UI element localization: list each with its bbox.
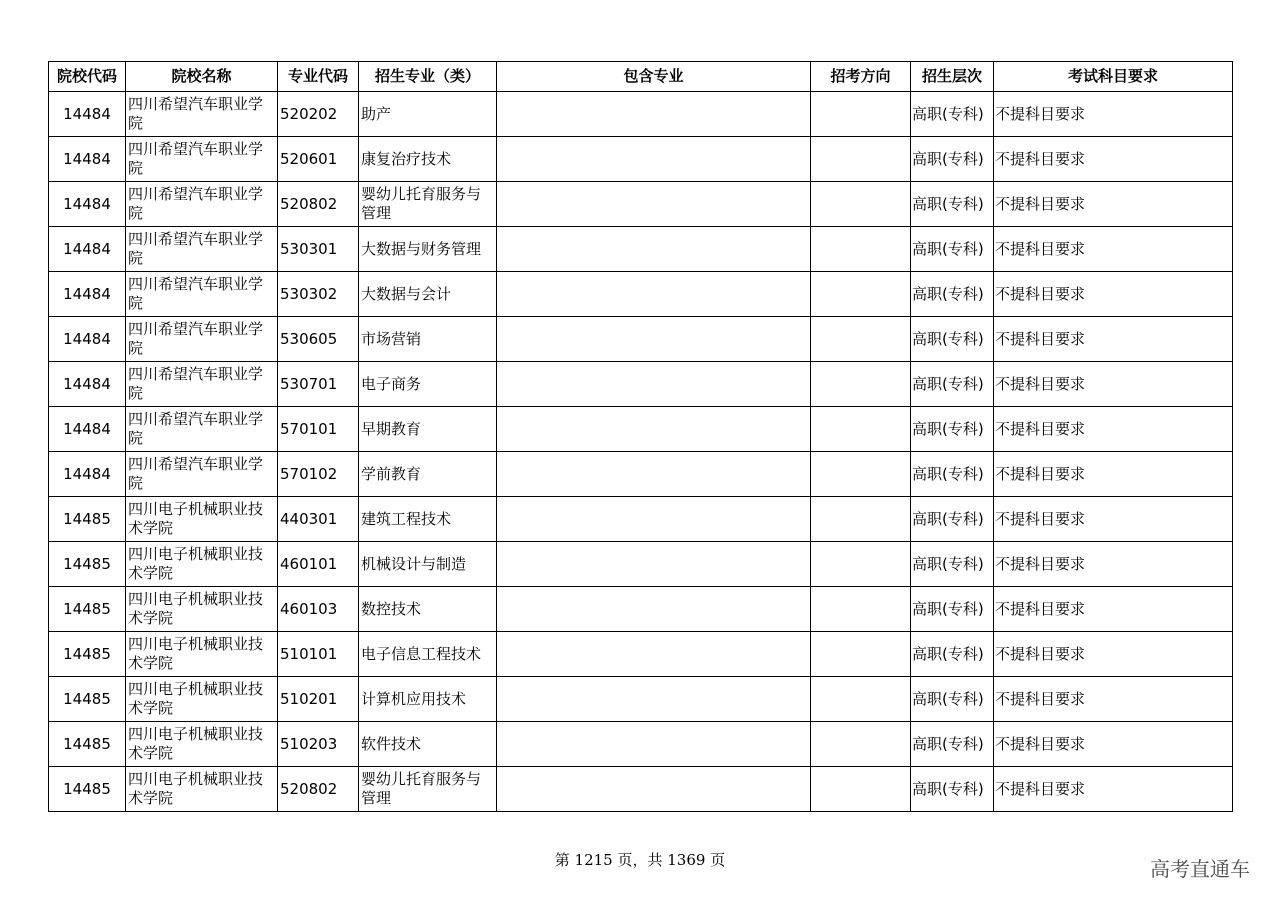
cell-school-name: 四川电子机械职业技术学院	[126, 677, 278, 722]
cell-requirement: 不提科目要求	[994, 497, 1233, 542]
cell-included-majors	[497, 632, 811, 677]
cell-school-code: 14484	[49, 227, 126, 272]
cell-school-name: 四川希望汽车职业学院	[126, 317, 278, 362]
cell-school-code: 14484	[49, 182, 126, 227]
cell-school-code: 14484	[49, 272, 126, 317]
cell-requirement: 不提科目要求	[994, 587, 1233, 632]
cell-major: 计算机应用技术	[359, 677, 497, 722]
admission-table-container	[48, 61, 1232, 812]
cell-included-majors	[497, 182, 811, 227]
cell-direction	[811, 497, 911, 542]
header-major-code: 专业代码	[278, 62, 359, 92]
cell-level: 高职(专科)	[911, 317, 994, 362]
cell-requirement: 不提科目要求	[994, 722, 1233, 767]
header-level: 招生层次	[911, 62, 994, 92]
cell-direction	[811, 767, 911, 812]
cell-school-name: 四川电子机械职业技术学院	[126, 632, 278, 677]
table-row	[49, 137, 1233, 182]
cell-direction	[811, 227, 911, 272]
table-row	[49, 632, 1233, 677]
cell-direction	[811, 677, 911, 722]
cell-level: 高职(专科)	[911, 677, 994, 722]
cell-school-code: 14484	[49, 452, 126, 497]
cell-direction	[811, 632, 911, 677]
cell-major-code: 460101	[278, 542, 359, 587]
cell-direction	[811, 407, 911, 452]
cell-level: 高职(专科)	[911, 362, 994, 407]
table-row	[49, 272, 1233, 317]
table-row	[49, 767, 1233, 812]
cell-level: 高职(专科)	[911, 722, 994, 767]
cell-major-code: 460103	[278, 587, 359, 632]
table-header	[49, 62, 1233, 92]
cell-major-code: 510101	[278, 632, 359, 677]
header-included-majors: 包含专业	[497, 62, 811, 92]
header-requirement: 考试科目要求	[994, 62, 1233, 92]
cell-school-code: 14485	[49, 677, 126, 722]
cell-direction	[811, 137, 911, 182]
cell-school-name: 四川希望汽车职业学院	[126, 362, 278, 407]
cell-level: 高职(专科)	[911, 92, 994, 137]
header-school-code: 院校代码	[49, 62, 126, 92]
cell-included-majors	[497, 272, 811, 317]
cell-requirement: 不提科目要求	[994, 542, 1233, 587]
cell-level: 高职(专科)	[911, 407, 994, 452]
cell-school-code: 14485	[49, 497, 126, 542]
cell-included-majors	[497, 767, 811, 812]
cell-requirement: 不提科目要求	[994, 137, 1233, 182]
cell-level: 高职(专科)	[911, 632, 994, 677]
cell-major-code: 530605	[278, 317, 359, 362]
cell-school-name: 四川希望汽车职业学院	[126, 407, 278, 452]
cell-major-code: 440301	[278, 497, 359, 542]
cell-school-code: 14484	[49, 137, 126, 182]
cell-requirement: 不提科目要求	[994, 317, 1233, 362]
cell-requirement: 不提科目要求	[994, 227, 1233, 272]
table-row	[49, 182, 1233, 227]
cell-school-code: 14484	[49, 317, 126, 362]
header-major: 招生专业（类）	[359, 62, 497, 92]
cell-direction	[811, 182, 911, 227]
cell-level: 高职(专科)	[911, 272, 994, 317]
cell-major: 早期教育	[359, 407, 497, 452]
cell-school-name: 四川电子机械职业技术学院	[126, 767, 278, 812]
cell-level: 高职(专科)	[911, 227, 994, 272]
cell-requirement: 不提科目要求	[994, 272, 1233, 317]
cell-school-name: 四川电子机械职业技术学院	[126, 722, 278, 767]
cell-level: 高职(专科)	[911, 182, 994, 227]
page-number: 第 1215 页，共 1369 页	[554, 851, 726, 869]
cell-included-majors	[497, 92, 811, 137]
cell-major: 电子信息工程技术	[359, 632, 497, 677]
table-row	[49, 677, 1233, 722]
cell-major-code: 520202	[278, 92, 359, 137]
cell-level: 高职(专科)	[911, 452, 994, 497]
cell-level: 高职(专科)	[911, 497, 994, 542]
cell-school-name: 四川希望汽车职业学院	[126, 452, 278, 497]
table-row	[49, 542, 1233, 587]
cell-direction	[811, 92, 911, 137]
cell-major-code: 530301	[278, 227, 359, 272]
cell-requirement: 不提科目要求	[994, 362, 1233, 407]
cell-requirement: 不提科目要求	[994, 452, 1233, 497]
cell-school-name: 四川希望汽车职业学院	[126, 182, 278, 227]
table-row	[49, 497, 1233, 542]
cell-requirement: 不提科目要求	[994, 632, 1233, 677]
cell-school-code: 14485	[49, 542, 126, 587]
cell-major-code: 520601	[278, 137, 359, 182]
cell-major: 机械设计与制造	[359, 542, 497, 587]
cell-school-code: 14484	[49, 362, 126, 407]
cell-major: 助产	[359, 92, 497, 137]
cell-major-code: 530302	[278, 272, 359, 317]
cell-major: 市场营销	[359, 317, 497, 362]
cell-included-majors	[497, 722, 811, 767]
cell-included-majors	[497, 587, 811, 632]
cell-school-code: 14485	[49, 632, 126, 677]
admission-table	[48, 61, 1233, 812]
cell-major-code: 510203	[278, 722, 359, 767]
cell-major-code: 520802	[278, 182, 359, 227]
cell-included-majors	[497, 227, 811, 272]
cell-school-name: 四川希望汽车职业学院	[126, 227, 278, 272]
cell-direction	[811, 452, 911, 497]
cell-school-name: 四川电子机械职业技术学院	[126, 497, 278, 542]
cell-included-majors	[497, 362, 811, 407]
header-row	[49, 62, 1233, 92]
cell-major: 大数据与财务管理	[359, 227, 497, 272]
cell-level: 高职(专科)	[911, 137, 994, 182]
cell-major: 建筑工程技术	[359, 497, 497, 542]
cell-major: 电子商务	[359, 362, 497, 407]
cell-included-majors	[497, 407, 811, 452]
cell-included-majors	[497, 497, 811, 542]
cell-direction	[811, 362, 911, 407]
cell-major: 软件技术	[359, 722, 497, 767]
cell-school-name: 四川希望汽车职业学院	[126, 272, 278, 317]
table-row	[49, 587, 1233, 632]
cell-school-name: 四川希望汽车职业学院	[126, 137, 278, 182]
table-row	[49, 407, 1233, 452]
cell-major: 学前教育	[359, 452, 497, 497]
cell-level: 高职(专科)	[911, 587, 994, 632]
cell-school-name: 四川希望汽车职业学院	[126, 92, 278, 137]
cell-direction	[811, 722, 911, 767]
cell-major-code: 510201	[278, 677, 359, 722]
cell-major: 数控技术	[359, 587, 497, 632]
cell-school-code: 14485	[49, 722, 126, 767]
cell-included-majors	[497, 677, 811, 722]
watermark-text: 高考直通车	[1150, 857, 1250, 881]
cell-direction	[811, 272, 911, 317]
cell-major: 婴幼儿托育服务与管理	[359, 182, 497, 227]
cell-direction	[811, 587, 911, 632]
cell-major-code: 520802	[278, 767, 359, 812]
cell-major: 大数据与会计	[359, 272, 497, 317]
cell-requirement: 不提科目要求	[994, 767, 1233, 812]
cell-direction	[811, 317, 911, 362]
cell-included-majors	[497, 317, 811, 362]
cell-school-code: 14484	[49, 407, 126, 452]
table-row	[49, 452, 1233, 497]
cell-major-code: 530701	[278, 362, 359, 407]
cell-included-majors	[497, 452, 811, 497]
cell-included-majors	[497, 542, 811, 587]
cell-included-majors	[497, 137, 811, 182]
cell-requirement: 不提科目要求	[994, 182, 1233, 227]
cell-level: 高职(专科)	[911, 542, 994, 587]
cell-major-code: 570101	[278, 407, 359, 452]
cell-requirement: 不提科目要求	[994, 92, 1233, 137]
cell-requirement: 不提科目要求	[994, 407, 1233, 452]
cell-school-code: 14484	[49, 92, 126, 137]
table-row	[49, 317, 1233, 362]
table-body	[49, 92, 1233, 812]
cell-major: 康复治疗技术	[359, 137, 497, 182]
cell-requirement: 不提科目要求	[994, 677, 1233, 722]
cell-school-name: 四川电子机械职业技术学院	[126, 542, 278, 587]
cell-school-name: 四川电子机械职业技术学院	[126, 587, 278, 632]
table-row	[49, 92, 1233, 137]
cell-major: 婴幼儿托育服务与管理	[359, 767, 497, 812]
cell-school-code: 14485	[49, 587, 126, 632]
header-school-name: 院校名称	[126, 62, 278, 92]
cell-school-code: 14485	[49, 767, 126, 812]
cell-major-code: 570102	[278, 452, 359, 497]
cell-level: 高职(专科)	[911, 767, 994, 812]
cell-direction	[811, 542, 911, 587]
table-row	[49, 722, 1233, 767]
table-row	[49, 362, 1233, 407]
header-direction: 招考方向	[811, 62, 911, 92]
table-row	[49, 227, 1233, 272]
